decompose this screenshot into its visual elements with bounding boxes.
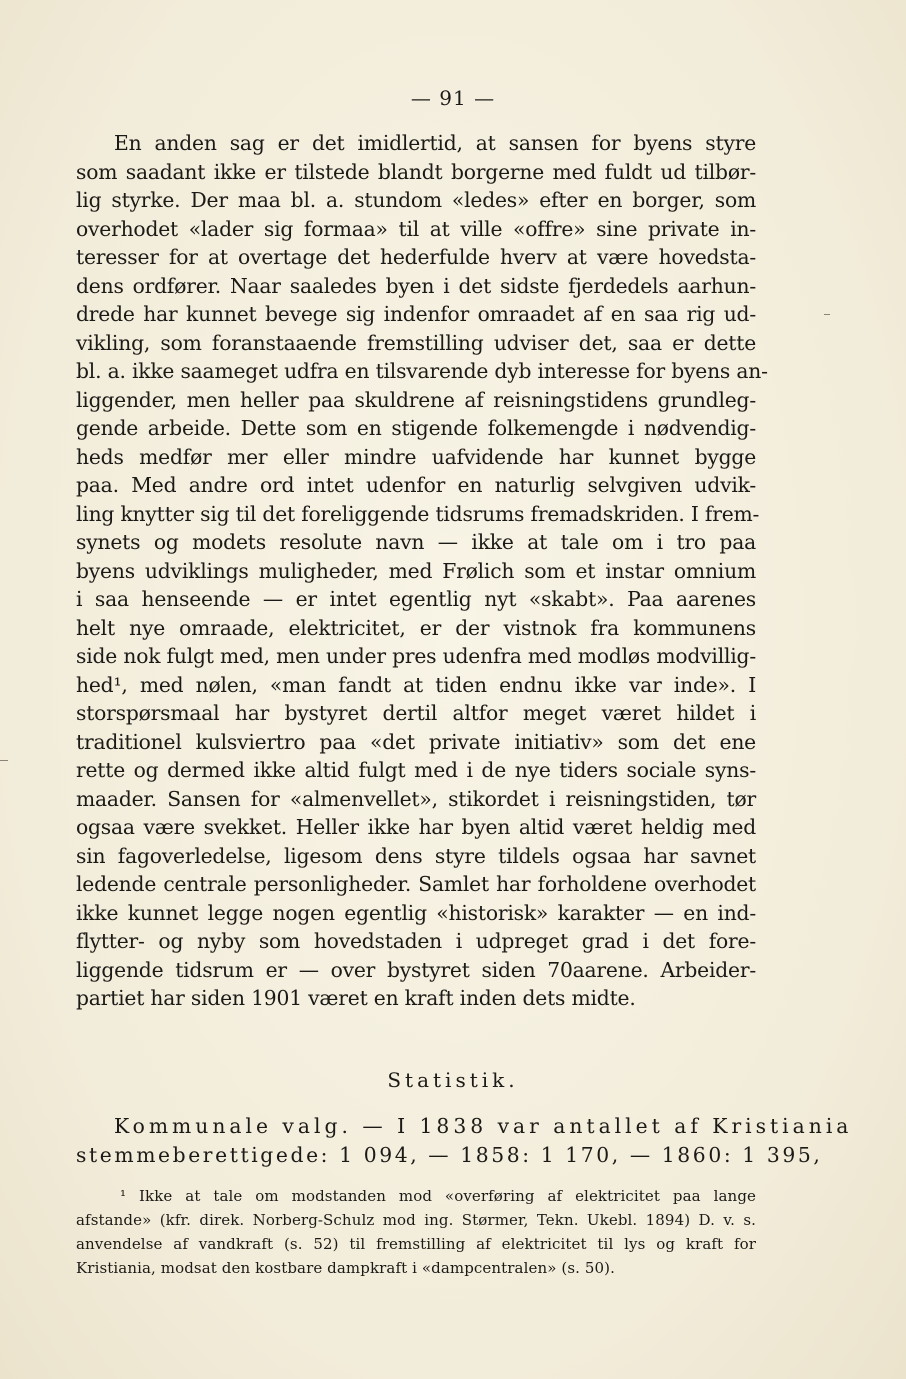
body-line: drede har kunnet bevege sig indenfor omraadet af en saa rig ud- [76, 302, 756, 326]
body-line: i saa henseende — er intet egentlig nyt «skabt». Paa aarenes [76, 587, 756, 611]
body-line: teresser for at overtage det hederfulde hverv at være hovedsta- [76, 245, 756, 269]
footnote-line: ¹ Ikke at tale om modstanden mod «overføring af elektricitet paa lange [120, 1187, 756, 1205]
body-line: byens udviklings muligheder, med Frølich som et instar omnium [76, 558, 756, 583]
body-line: gende arbeide. Dette som en stigende folkemengde i nødvendig- [76, 416, 756, 440]
footnote-line: afstande» (kfr. direk. Norberg-Schulz mod ing. Størmer, Tekn. Ukebl. 1894) D. v. s. [76, 1211, 756, 1229]
body-line: lig styrke. Der maa bl. a. stundom «ledes» efter en borger, som [76, 188, 756, 212]
body-line: bl. a. ikke saameget udfra en tilsvarende dyb interesse for byens an- [76, 359, 768, 383]
body-line: paa. Med andre ord intet udenfor en naturlig selvgiven udvik- [76, 473, 756, 497]
body-line: helt nye omraade, elektricitet, er der vistnok fra kommunens [76, 615, 756, 640]
body-line: overhodet «lader sig formaa» til at ville «offre» sine private in- [76, 216, 756, 241]
footnote [76, 1184, 756, 1280]
section-heading: Statistik. [387, 1068, 519, 1092]
body-line: partiet har siden 1901 været en kraft inden dets midte. [76, 986, 636, 1010]
body-line: dens ordfører. Naar saaledes byen i det sidste fjerdedels aarhun- [76, 273, 756, 298]
body-line: rette og dermed ikke altid fulgt med i de nye tiders sociale syns- [76, 758, 756, 782]
body-line: vikling, som foranstaaende fremstilling udviser det, saa er dette [76, 330, 756, 355]
statistics-paragraph [76, 1112, 853, 1169]
body-line: liggender, men heller paa skuldrene af reisningstidens grundleg- [76, 387, 756, 412]
body-line: storspørsmaal har bystyret dertil altfor meget været hildet i [76, 701, 756, 725]
body-line: som saadant ikke er tilstede blandt borgerne med fuldt ud tilbør- [76, 159, 756, 184]
margin-mark [0, 760, 8, 761]
body-line: flytter- og nyby som hovedstaden i udpreget grad i det fore- [76, 929, 756, 953]
body-line: ledende centrale personligheder. Samlet har forholdene overhodet [76, 872, 756, 896]
footnote-line: anvendelse af vandkraft (s. 52) til fremstilling af elektricitet til lys og kraft for [76, 1235, 756, 1253]
body-line: ikke kunnet legge nogen egentlig «historisk» karakter — en ind- [76, 900, 756, 925]
body-line: side nok fulgt med, men under pres udenfra med modløs modvillig- [76, 644, 756, 668]
footnote-line: Kristiania, modsat den kostbare dampkraft i «dampcentralen» (s. 50). [76, 1259, 615, 1277]
statistics-line: stemmeberettigede: 1 094, — 1858: 1 170, — 1860: 1 395, [76, 1142, 823, 1167]
body-line: synets og modets resolute navn — ikke at tale om i tro paa [76, 530, 756, 554]
body-line: sin fagoverledelse, ligesom dens styre tildels ogsaa har savnet [76, 843, 756, 868]
body-line: traditionel kulsviertro paa «det private initiativ» som det ene [76, 729, 756, 754]
page-number: — 91 — [410, 86, 496, 110]
body-line: hed¹, med nølen, «man fandt at tiden endnu ikke var inde». I [76, 672, 756, 697]
body-line: ling knytter sig til det foreliggende tidsrums fremadskriden. I frem- [76, 501, 760, 526]
body-line: En anden sag er det imidlertid, at sansen for byens styre [114, 131, 756, 155]
body-line: maader. Sansen for «almenvellet», stikordet i reisningstiden, tør [76, 786, 756, 811]
body-line: liggende tidsrum er — over bystyret siden 70aarene. Arbeider- [76, 957, 756, 982]
body-text [76, 129, 768, 1013]
body-line: ogsaa være svekket. Heller ikke har byen altid været heldig med [76, 815, 756, 839]
margin-mark [824, 314, 830, 315]
body-line: heds medfør mer eller mindre uafvidende har kunnet bygge [76, 444, 756, 469]
statistics-line: Kommunale valg. — I 1838 var antallet af Kristiania [114, 1114, 853, 1138]
